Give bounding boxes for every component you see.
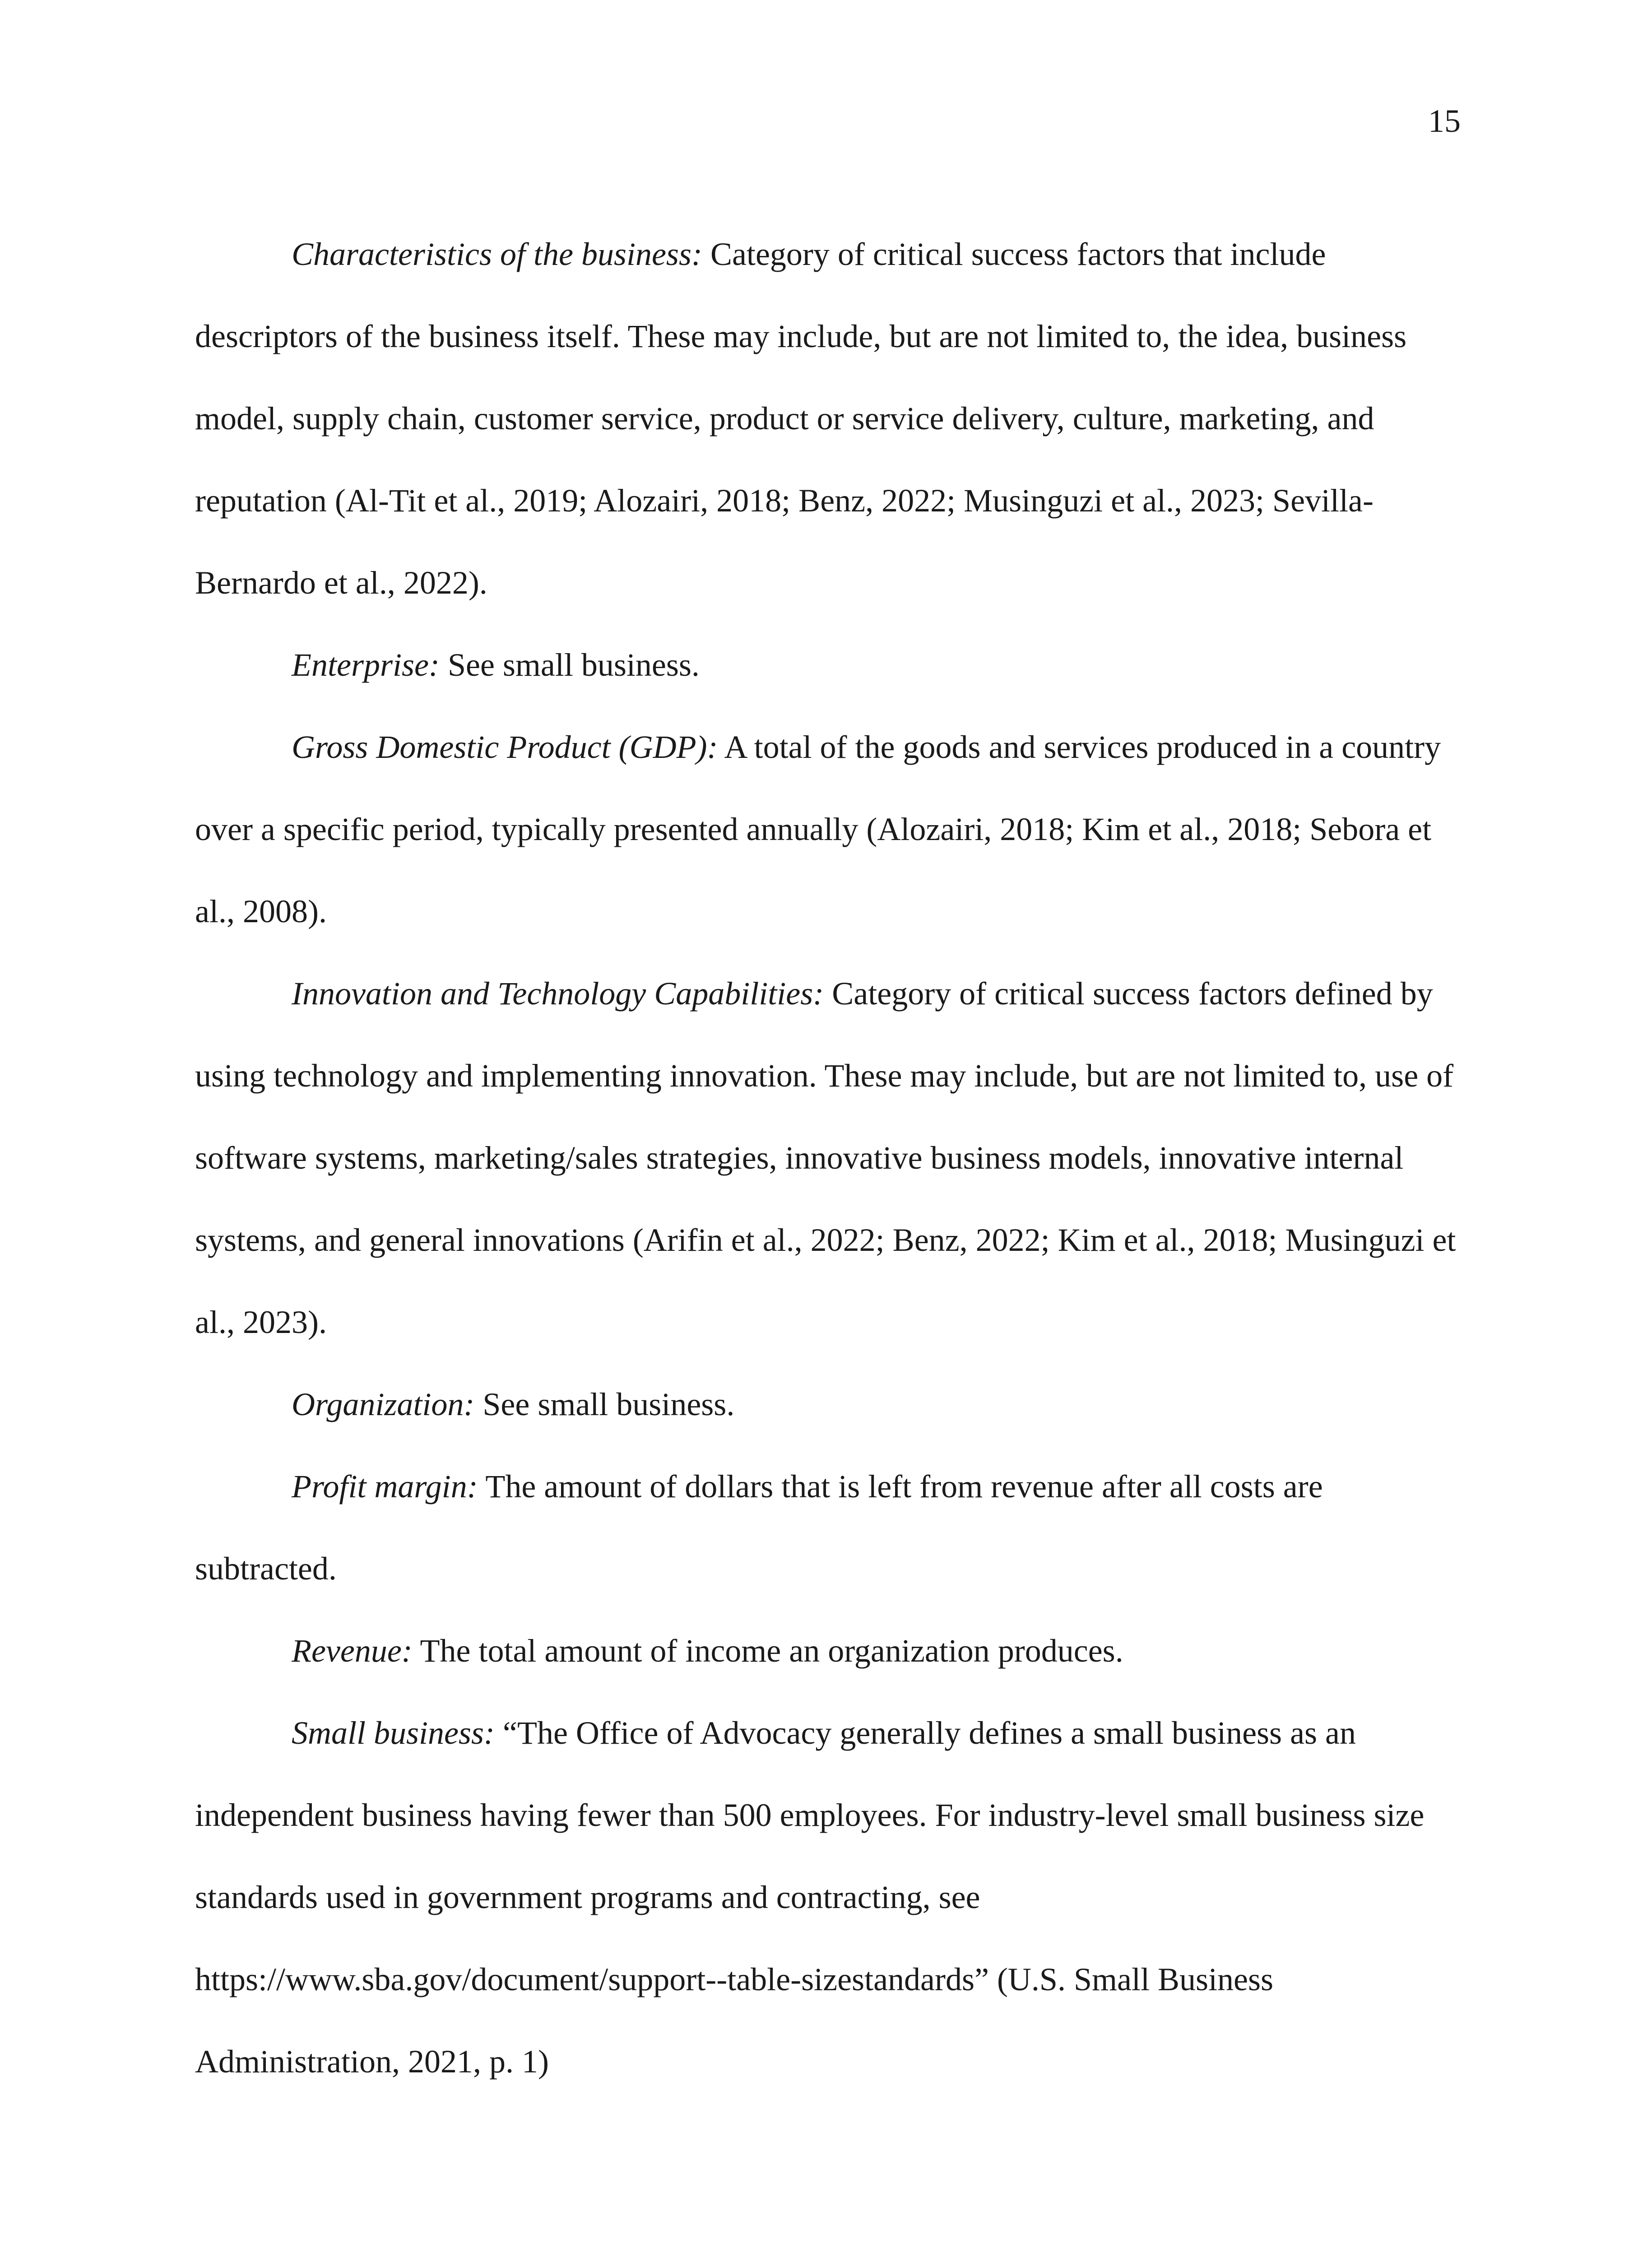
definition-entry: [195, 1445, 1463, 1610]
definition-entry: [195, 213, 1463, 624]
definition-term: Gross Domestic Product (GDP):: [292, 729, 718, 765]
definitions-list: [195, 213, 1463, 2103]
definition-text: See small business.: [439, 647, 700, 683]
page-number: 15: [1428, 103, 1461, 139]
definition-entry: [195, 624, 1463, 706]
definition-entry: [195, 1692, 1463, 2103]
definition-text: See small business.: [474, 1386, 735, 1422]
definition-term: Enterprise:: [292, 647, 440, 683]
definition-text: The amount of dollars that is left from revenue after all costs are subtracted.: [195, 1468, 1323, 1587]
definition-term: Organization:: [292, 1386, 475, 1422]
definition-term: Profit margin:: [292, 1468, 478, 1505]
definition-term: Innovation and Technology Capabilities:: [292, 975, 824, 1012]
definition-entry: [195, 1363, 1463, 1445]
definition-text: A total of the goods and services produced in a country over a specific period, typically presented annually (Alozairi, 2018; Kim et al., 2018; Sebora et al., 2008).: [195, 729, 1441, 929]
definition-term: Small business:: [292, 1715, 495, 1751]
definition-term: Characteristics of the business:: [292, 236, 702, 272]
definition-term: Revenue:: [292, 1633, 413, 1669]
definition-text: The total amount of income an organization produces.: [412, 1633, 1123, 1669]
definition-text: “The Office of Advocacy generally defines a small business as an independent business having fewer than 500 employees. For industry-level small business size standards used in government programs and contracting, see https://www.sba.gov/document/support--table-sizestandards” (U.S. Small Business Administration, 2021, p. 1): [195, 1715, 1425, 2080]
definition-entry: [195, 1610, 1463, 1692]
definition-entry: [195, 706, 1463, 952]
definition-entry: [195, 952, 1463, 1363]
definition-text: Category of critical success factors that include descriptors of the business itself. These may include, but are not limited to, the idea, business model, supply chain, customer service, product or service delivery, culture, marketing, and reputation (Al-Tit et al., 2019; Alozairi, 2018; Benz, 2022; Musinguzi et al., 2023; Sevilla-Bernardo et al., 2022).: [195, 236, 1407, 601]
definition-text: Category of critical success factors defined by using technology and implementing innovation. These may include, but are not limited to, use of software systems, marketing/sales strategies, innovative business models, innovative internal systems, and general innovations (Arifin et al., 2022; Benz, 2022; Kim et al., 2018; Musinguzi et al., 2023).: [195, 975, 1456, 1340]
